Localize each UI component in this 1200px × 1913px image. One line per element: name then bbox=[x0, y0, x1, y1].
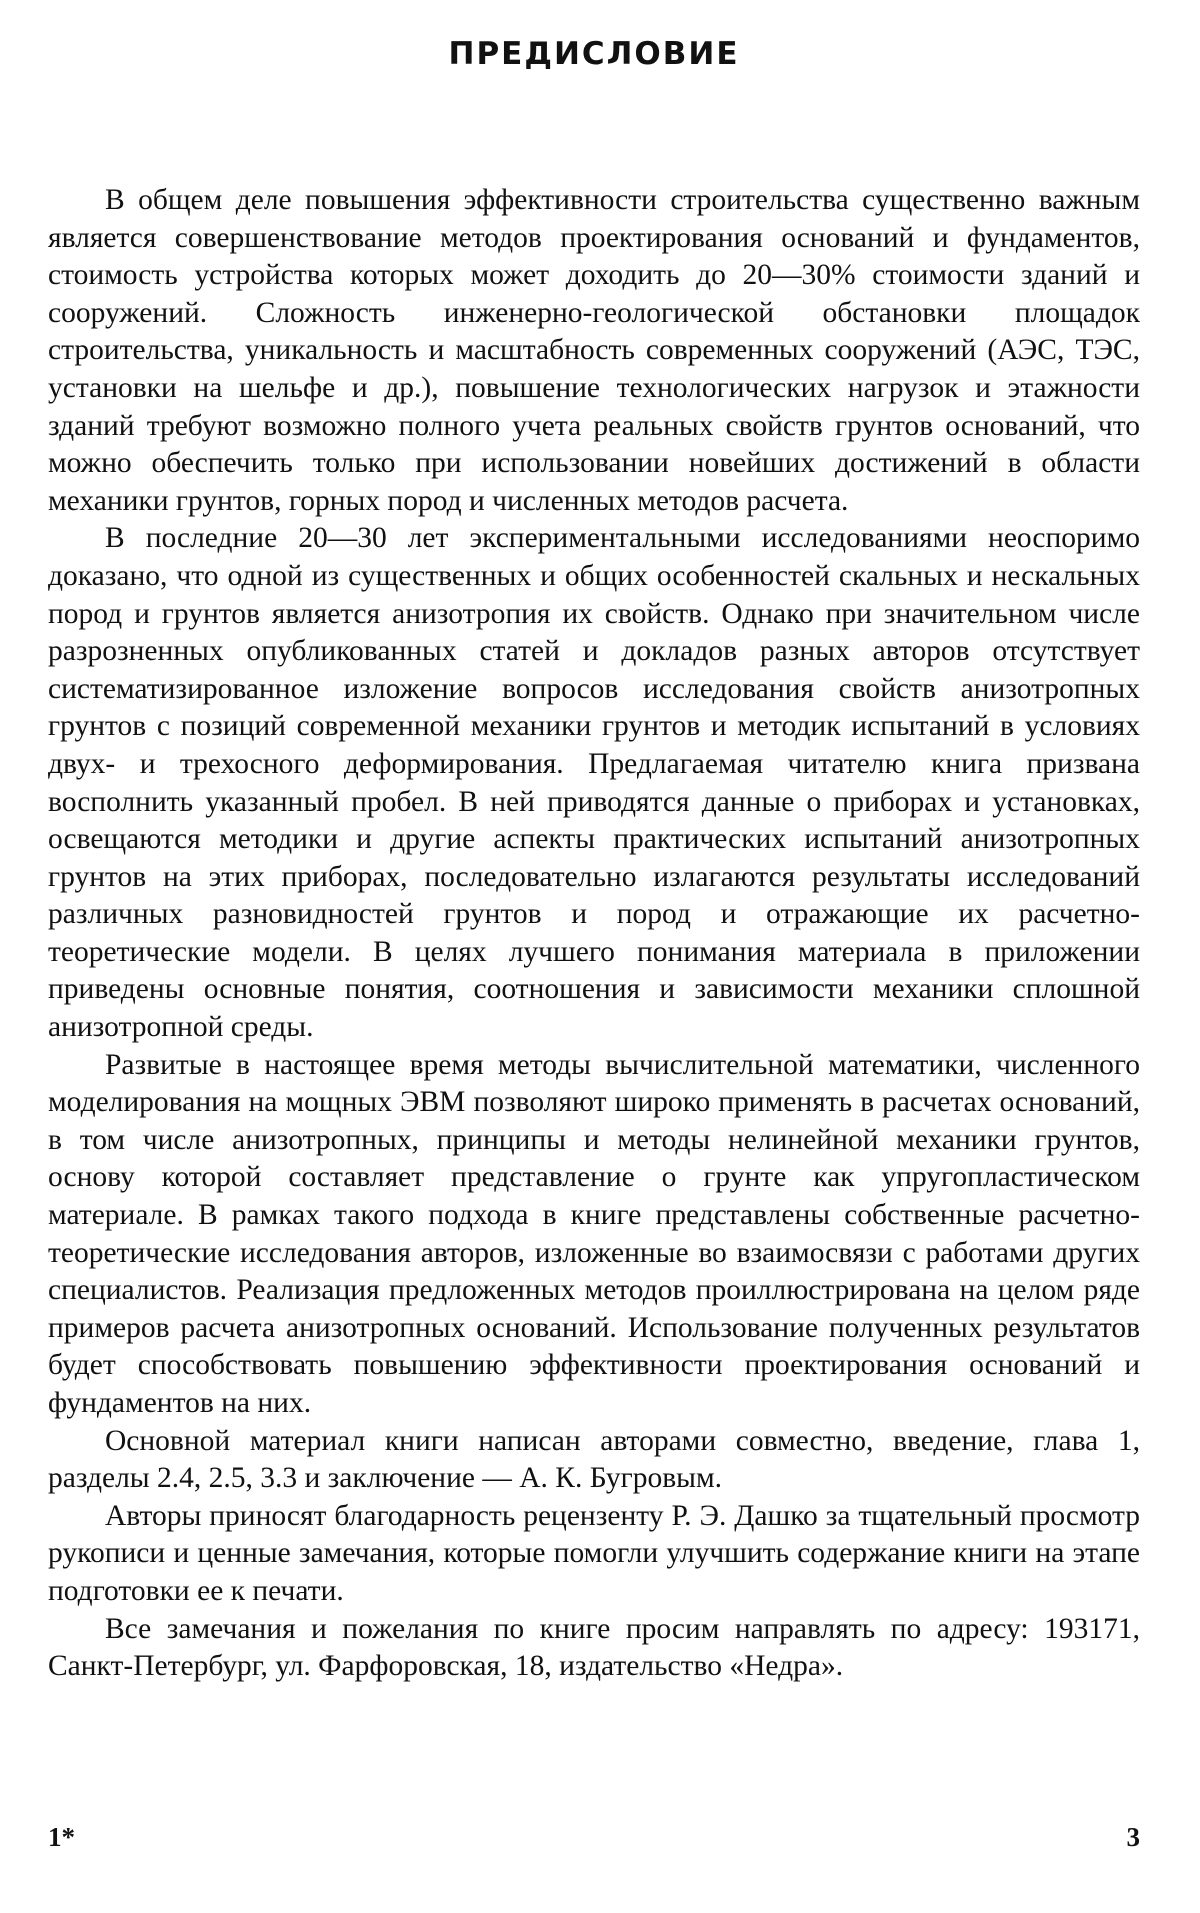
paragraph: Все замечания и пожелания по книге просим направлять по адресу: 193171, Санкт-Петербург, ул. Фарфоровская, 18, издательство «Недра». bbox=[48, 1612, 1140, 1683]
paragraph: В общем деле повышения эффективности строительства существенно важным является совершенствование методов проектирования оснований и фундаментов, стоимость устройства которых может доходить до 20—30% стоимости зданий и сооружений. Сложность инженерно-геологической обстановки площадок строительства, уникальность и масштабность современных сооружений (АЭС, ТЭС, установки на шельфе и др.), повышение технологических нагрузок и этажности зданий требуют возможно полного учета реальных свойств грунтов оснований, что можно обеспечить только при использовании новейших достижений в области механики грунтов, горных пород и численных методов расчета. bbox=[48, 184, 1140, 517]
page-title: ПРЕДИСЛОВИЕ bbox=[448, 36, 740, 72]
paragraph: Развитые в настоящее время методы вычислительной математики, численного моделирования на мощных ЭВМ позволяют широко применять в расчетах оснований, в том числе анизотропных, принципы и методы нелинейной механики грунтов, основу которой составляет представление о грунте как упругопластическом материале. В рамках такого подхода в книге представлены собственные расчетно-теоретические исследования авторов, изложенные во взаимосвязи с работами других специалистов. Реализация предложенных методов проиллюстрирована на целом ряде примеров расчета анизотропных оснований. Использование полученных результатов будет способствовать повышению эффективности проектирования оснований и фундаментов на них. bbox=[48, 1048, 1140, 1419]
book-page bbox=[48, 0, 1140, 1913]
page-footer bbox=[48, 1822, 1140, 1862]
page-number: 3 bbox=[1126, 1822, 1140, 1852]
paragraph: Основной материал книги написан авторами совместно, введение, глава 1, разделы 2.4, 2.5, 3.3 и заключение — А. К. Бугровым. bbox=[48, 1424, 1140, 1495]
paragraph: Авторы приносят благодарность рецензенту Р. Э. Дашко за тщательный просмотр рукописи и ценные замечания, которые помогли улучшить содержание книги на этапе подготовки ее к печати. bbox=[48, 1499, 1140, 1607]
signature-mark: 1* bbox=[48, 1822, 75, 1852]
preface-text bbox=[48, 182, 1140, 1686]
paragraph: В последние 20—30 лет экспериментальными исследованиями неоспоримо доказано, что одной из существенных и общих особенностей скальных и нескальных пород и грунтов является анизотропия их свойств. Однако при значительном числе разрозненных опубликованных статей и докладов разных авторов отсутствует систематизированное изложение вопросов исследования свойств анизотропных грунтов с позиций современной механики грунтов и методик испытаний в условиях двух- и трехосного деформирования. Предлагаемая читателю книга призвана восполнить указанный пробел. В ней приводятся данные о приборах и установках, освещаются методики и другие аспекты практических испытаний анизотропных грунтов на этих приборах, последовательно излагаются результаты исследований различных разновидностей грунтов и пород и отражающие их расчетно-теоретические модели. В целях лучшего понимания материала в приложении приведены основные понятия, соотношения и зависимости механики сплошной анизотропной среды. bbox=[48, 522, 1140, 1044]
